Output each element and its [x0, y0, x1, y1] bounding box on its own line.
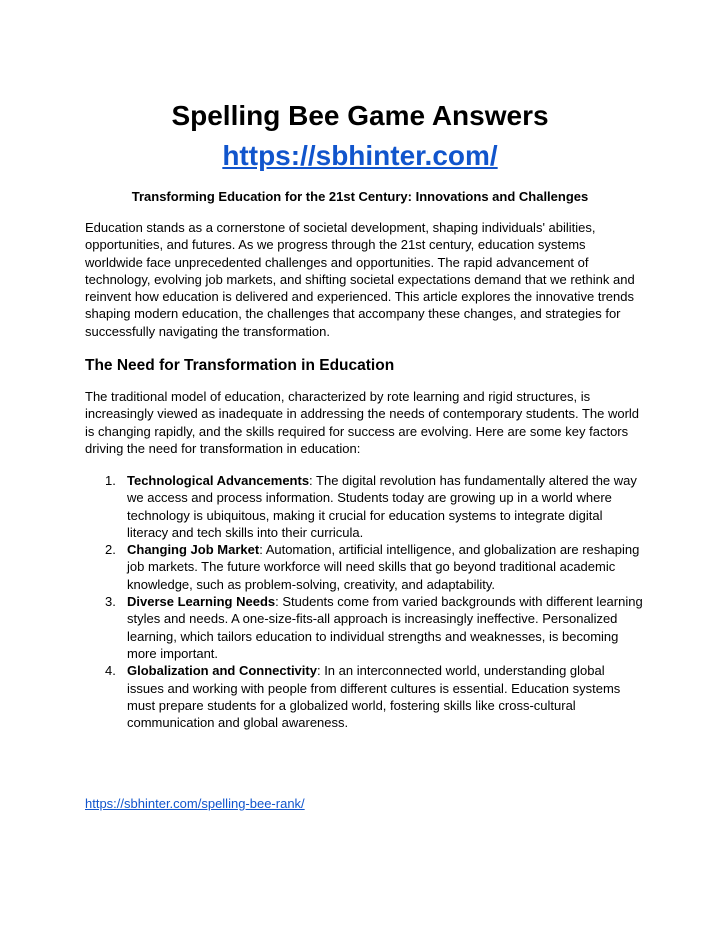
list-item-text: : Students come from varied backgrounds with different learning styles and needs. A one-size-fits-all approach is increasingly ineffective. Personalized learning, which tailors education to individual strengths and weaknesses, is becoming more important. — [127, 594, 643, 661]
list-item — [85, 541, 645, 593]
article-subtitle: Transforming Education for the 21st Century: Innovations and Challenges — [131, 189, 589, 204]
list-item-number: 3. — [105, 594, 116, 610]
main-link-container — [0, 136, 720, 176]
document-title: Spelling Bee Game Answers — [171, 100, 549, 131]
list-item — [85, 472, 645, 541]
section-heading: The Need for Transformation in Education — [85, 357, 395, 374]
section-paragraph: The traditional model of education, characterized by rote learning and rigid structures, is increasingly viewed as inadequate in addressing the needs of contemporary students. The world is changing rapidly, and the skills required for success are evolving. Here are some key factors driving the need for transformation in education: — [85, 389, 640, 456]
list-item — [85, 593, 645, 662]
list-item-number: 2. — [105, 542, 116, 558]
footer-link[interactable]: https://sbhinter.com/spelling-bee-rank/ — [85, 796, 305, 811]
list-item-title: Changing Job Market — [127, 542, 260, 558]
list-item-text: : The digital revolution has fundamentally altered the way we access and process information. Students today are growing up in a world where technology is ubiquitous, making it crucial for education systems to integrate digital literacy and tech skills into their curricula. — [127, 473, 637, 540]
list-item-number: 1. — [105, 473, 116, 488]
footer-link-container — [85, 795, 305, 812]
list-item-title: Globalization and Connectivity — [127, 663, 317, 679]
factor-list — [85, 472, 645, 731]
list-item-text: : In an interconnected world, understanding global issues and working with people from different cultures is essential. Education systems must prepare students for a globalized world, fostering skills like cross-cultural communication and global awareness. — [127, 663, 621, 731]
intro-paragraph: Education stands as a cornerstone of societal development, shaping individuals' abilities, opportunities, and futures. As we progress through the 21st century, education systems worldwide face unprecedented challenges and opportunities. The rapid advancement of technology, evolving job markets, and shifting societal expectations demand that we rethink and reinvent how education is delivered and experienced. This article explores the innovative trends shaping modern education, the challenges that accompany these changes, and strategies for successfully navigating the transformation. — [85, 220, 635, 339]
list-item-title: Diverse Learning Needs — [127, 594, 276, 610]
list-item-title: Technological Advancements — [127, 473, 310, 488]
main-link[interactable]: https://sbhinter.com/ — [222, 140, 498, 171]
list-item-number: 4. — [105, 663, 116, 679]
list-item-text: : Automation, artificial intelligence, and globalization are reshaping job markets. The future workforce will need skills that go beyond traditional academic knowledge, such as problem-solving, creativity, and adaptability. — [127, 542, 640, 592]
list-item — [85, 662, 645, 731]
